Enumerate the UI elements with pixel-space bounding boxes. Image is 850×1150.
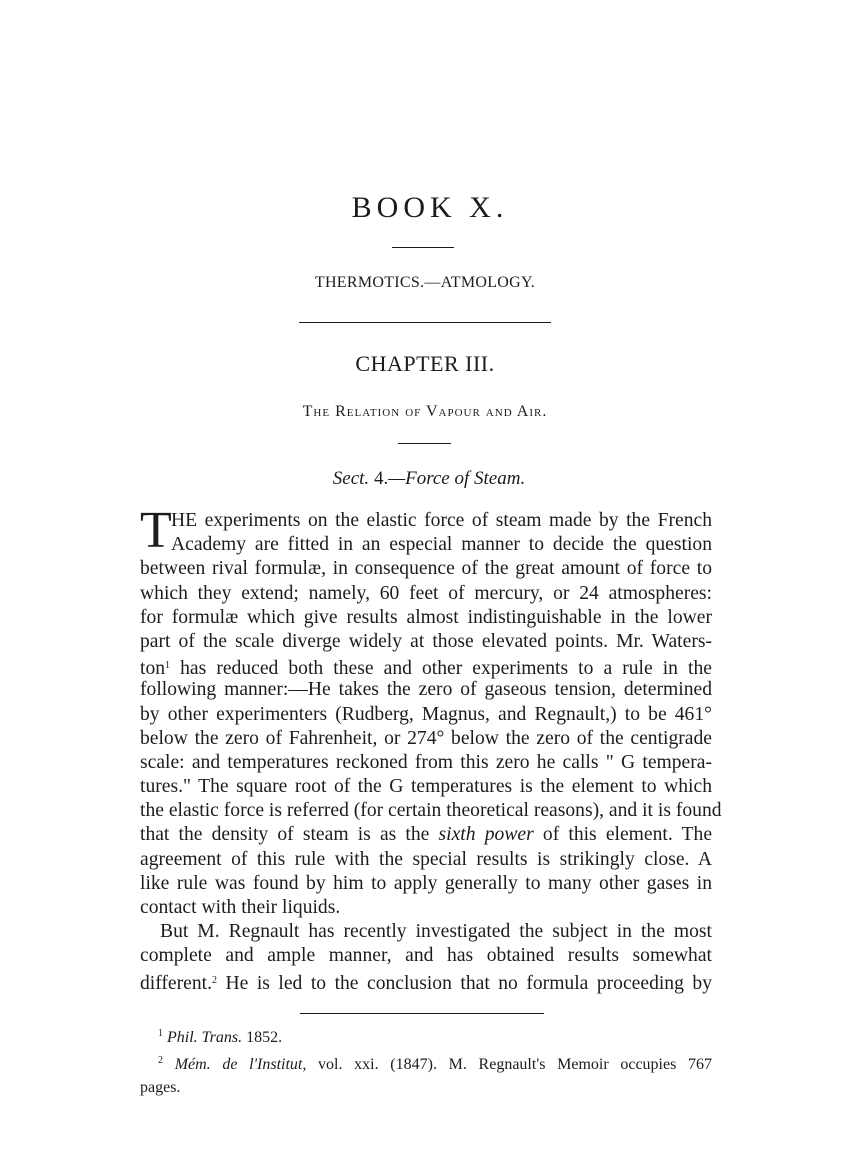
text-line: following manner:—He takes the zero of gaseous tension, determined — [140, 679, 712, 701]
text-line: below the zero of Fahrenheit, or 274° below the zero of the centigrade — [140, 727, 712, 749]
body-text — [140, 509, 722, 994]
footnote-ref-2: 2 — [212, 974, 217, 986]
text-line: HE experiments on the elastic force of steam made by the French — [171, 510, 712, 531]
text-fragment: of this element. The — [542, 824, 713, 846]
drop-cap: T — [140, 502, 172, 559]
text-line: complete and ample manner, and has obtained results somewhat — [140, 945, 712, 967]
sect-label: Sect. — [332, 468, 370, 489]
text-line — [140, 969, 712, 993]
text-line — [140, 654, 712, 678]
sect-title: —Force of Steam. — [388, 468, 526, 489]
text-line: like rule was found by him to apply generally to many other gases in — [140, 872, 712, 894]
text-line: But M. Regnault has recently investigated the subject in the most — [160, 921, 712, 943]
text-line: agreement of this rule with the special results is strikingly close. A — [140, 848, 712, 870]
text-fragment: that the density of steam is as the — [140, 824, 430, 846]
footnote-source: Mém. de l'Institut, — [174, 1056, 307, 1073]
footnote-source: Phil. Trans. — [167, 1029, 243, 1046]
divider-long — [299, 322, 551, 323]
text-line: between rival formulæ, in consequence of the great amount of force to — [140, 558, 712, 580]
footnote-2-continued: pages. — [140, 1079, 181, 1096]
text-line: tures." The square root of the G temperatures is the element to which — [140, 776, 712, 798]
footnotes — [140, 1022, 712, 1099]
footnote-2 — [140, 1049, 712, 1076]
chapter-title: CHAPTER III. — [355, 351, 495, 376]
footnote-mark: 2 — [158, 1055, 163, 1066]
text-line: by other experimenters (Rudberg, Magnus, and Regnault,) to be 461° — [140, 703, 712, 725]
footnote-divider — [300, 1013, 544, 1014]
text-line: for formulæ which give results almost indistinguishable in the lower — [140, 606, 712, 628]
text-line: contact with their liquids. — [140, 897, 341, 918]
sect-heading — [0, 468, 850, 490]
emphasis-sixth: sixth — [438, 824, 476, 846]
text-line: part of the scale diverge widely at those elevated points. Mr. Waters- — [140, 630, 712, 652]
part-title: THERMOTICS.—ATMOLOGY. — [314, 274, 536, 291]
text-line: the elastic force is referred (for certain theoretical reasons), and it is found — [140, 800, 722, 822]
text-fragment: ton — [140, 658, 166, 680]
divider-short — [392, 247, 454, 248]
text-fragment: has reduced both these and other experiments to a rule in the — [180, 658, 712, 680]
footnote-text: vol. xxi. (1847). M. Regnault's Memoir occupies 767 — [318, 1056, 713, 1073]
text-line: which they extend; namely, 60 feet of mercury, or 24 atmospheres: — [140, 582, 712, 604]
text-fragment: He is led to the conclusion that no formula proceeding by — [225, 972, 712, 994]
text-line: scale: and temperatures reckoned from this zero he calls " G tempera- — [140, 751, 712, 773]
footnote-ref-1: 1 — [165, 660, 171, 672]
text-line: Academy are fitted in an especial manner to decide the question — [171, 534, 712, 556]
text-fragment: different. — [140, 972, 212, 994]
text-line — [140, 823, 712, 847]
emphasis-power: power — [484, 824, 534, 846]
footnote-1 — [140, 1022, 712, 1049]
section-title: The Relation of Vapour and Air. — [302, 403, 548, 420]
divider-small — [398, 443, 451, 444]
sect-number: 4. — [373, 468, 389, 489]
footnote-mark: 1 — [158, 1028, 163, 1039]
book-title: BOOK X. — [351, 191, 509, 224]
footnote-year: 1852. — [246, 1029, 283, 1046]
